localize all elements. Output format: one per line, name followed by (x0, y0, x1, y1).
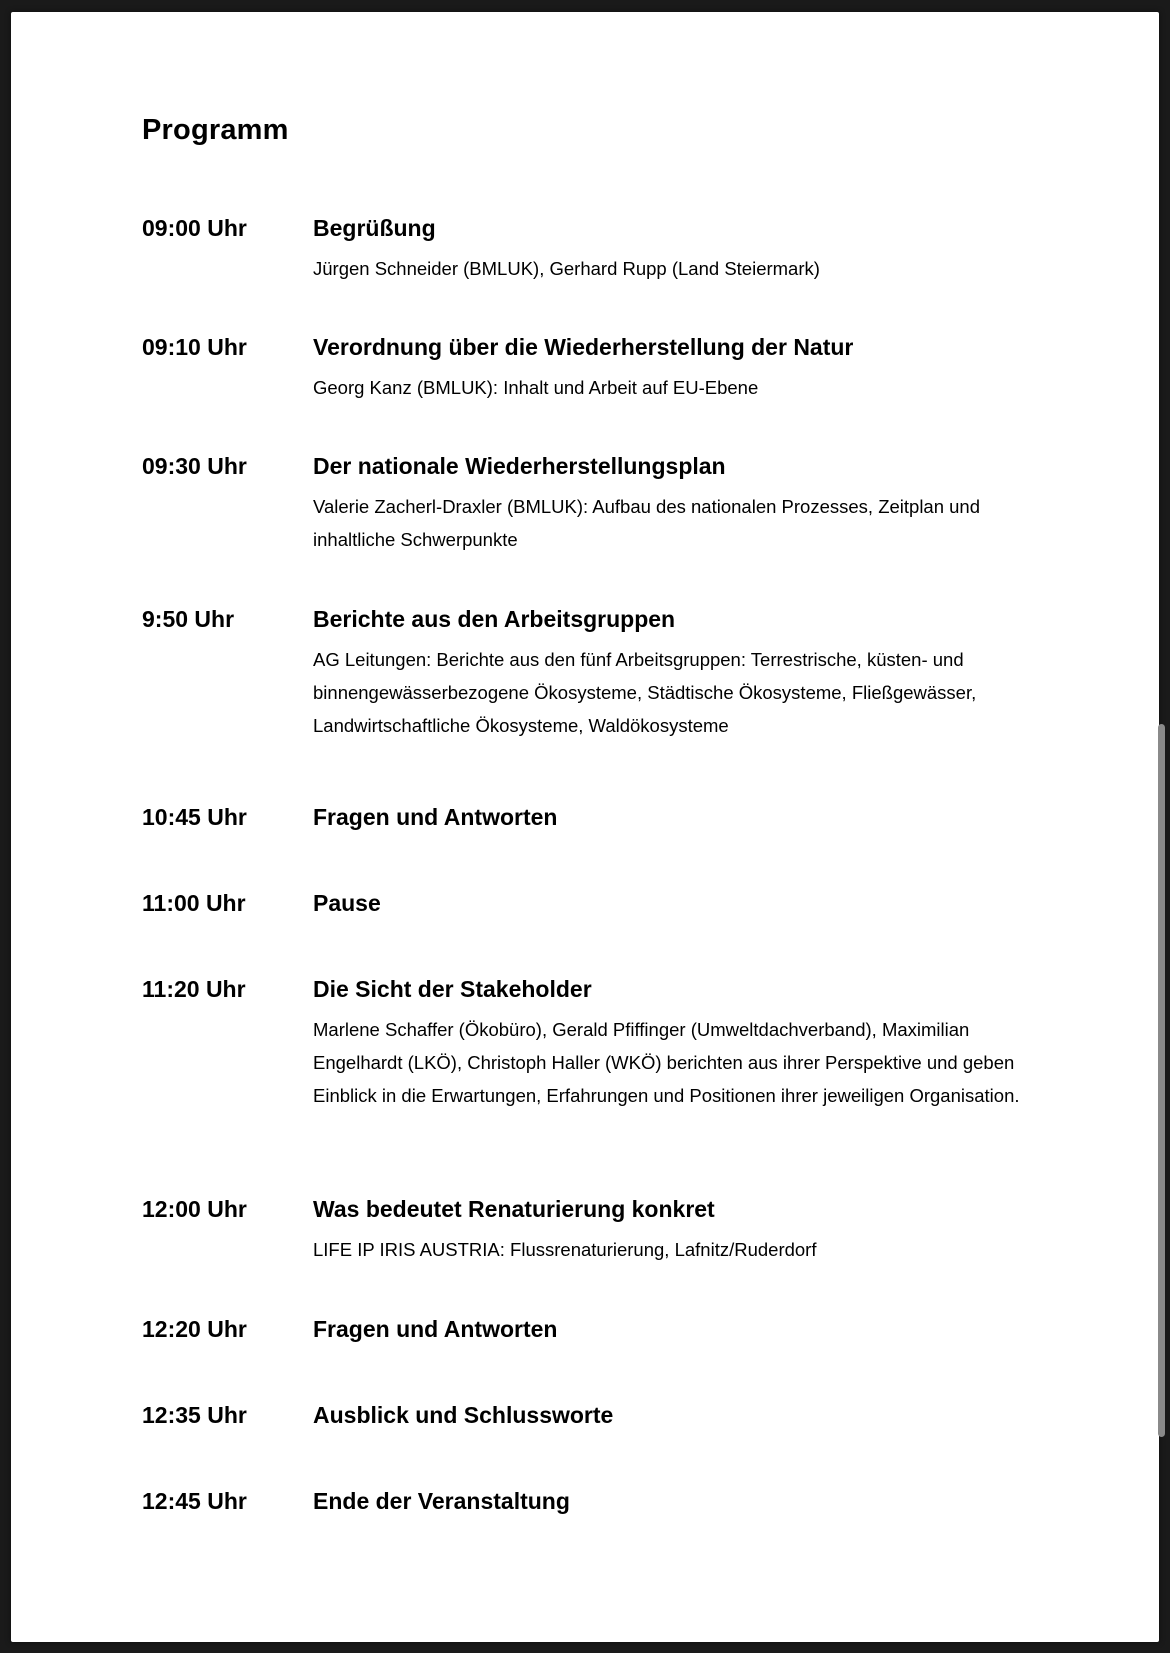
agenda-time: 10:45 Uhr (142, 804, 247, 830)
agenda-body (313, 801, 1053, 833)
agenda-title: Ende der Veranstaltung (313, 1488, 570, 1514)
agenda-time: 12:45 Uhr (142, 1488, 247, 1514)
agenda-title: Fragen und Antworten (313, 1316, 558, 1342)
page-title: Programm (142, 114, 289, 146)
vertical-scrollbar[interactable] (1157, 12, 1166, 1642)
document-page (11, 12, 1159, 1642)
agenda-time: 9:50 Uhr (142, 606, 235, 632)
agenda-title: Ausblick und Schlussworte (313, 1402, 614, 1428)
agenda-body (313, 331, 1053, 404)
agenda-description: LIFE IP IRIS AUSTRIA: Flussrenaturierung, Lafnitz/Ruderdorf (313, 1239, 817, 1260)
agenda-description: Marlene Schaffer (Ökobüro), Gerald Pfiffinger (Umweltdachverband), Maximilian Engelhardt (LKÖ), Christoph Haller (WKÖ) berichten aus ihrer Perspektive und geben Einblick in die Erwartungen, Erfahrungen und Positionen ihrer jeweiligen Organisation. (313, 1019, 1020, 1106)
agenda-description: AG Leitungen: Berichte aus den fünf Arbeitsgruppen: Terrestrische, küsten- und binnengewässerbezogene Ökosysteme, Städtische Ökosysteme, Fließgewässer, Landwirtschaftliche Ökosysteme, Waldökosysteme (313, 649, 977, 736)
agenda-body (313, 1313, 1053, 1345)
agenda-time: 12:20 Uhr (142, 1316, 247, 1342)
agenda-body (313, 1399, 1053, 1431)
agenda-time: 12:00 Uhr (142, 1196, 247, 1222)
agenda-title: Fragen und Antworten (313, 804, 558, 830)
agenda-time: 09:00 Uhr (142, 215, 247, 241)
agenda-description: Jürgen Schneider (BMLUK), Gerhard Rupp (Land Steiermark) (313, 258, 820, 279)
agenda-description: Georg Kanz (BMLUK): Inhalt und Arbeit auf EU-Ebene (313, 377, 759, 398)
scrollbar-thumb[interactable] (1158, 724, 1165, 1437)
agenda-title: Die Sicht der Stakeholder (313, 976, 592, 1002)
agenda-time: 11:00 Uhr (142, 890, 246, 916)
agenda-body (313, 1193, 1053, 1266)
agenda-title: Der nationale Wiederherstellungsplan (313, 453, 726, 479)
agenda-body (313, 450, 1053, 556)
agenda-title: Was bedeutet Renaturierung konkret (313, 1196, 715, 1222)
agenda-title: Verordnung über die Wiederherstellung der Natur (313, 334, 854, 360)
agenda-time: 09:10 Uhr (142, 334, 247, 360)
agenda-time: 11:20 Uhr (142, 976, 246, 1002)
agenda-body (313, 973, 1053, 1112)
agenda-body (313, 603, 1053, 742)
agenda-body (313, 1485, 1053, 1517)
agenda-body (313, 212, 1053, 285)
agenda-title: Begrüßung (313, 215, 436, 241)
agenda-time: 12:35 Uhr (142, 1402, 247, 1428)
agenda-title: Pause (313, 890, 381, 916)
agenda-title: Berichte aus den Arbeitsgruppen (313, 606, 676, 632)
agenda-body (313, 887, 1053, 919)
agenda-description: Valerie Zacherl-Draxler (BMLUK): Aufbau des nationalen Prozesses, Zeitplan und inhaltliche Schwerpunkte (313, 496, 981, 550)
agenda-time: 09:30 Uhr (142, 453, 247, 479)
